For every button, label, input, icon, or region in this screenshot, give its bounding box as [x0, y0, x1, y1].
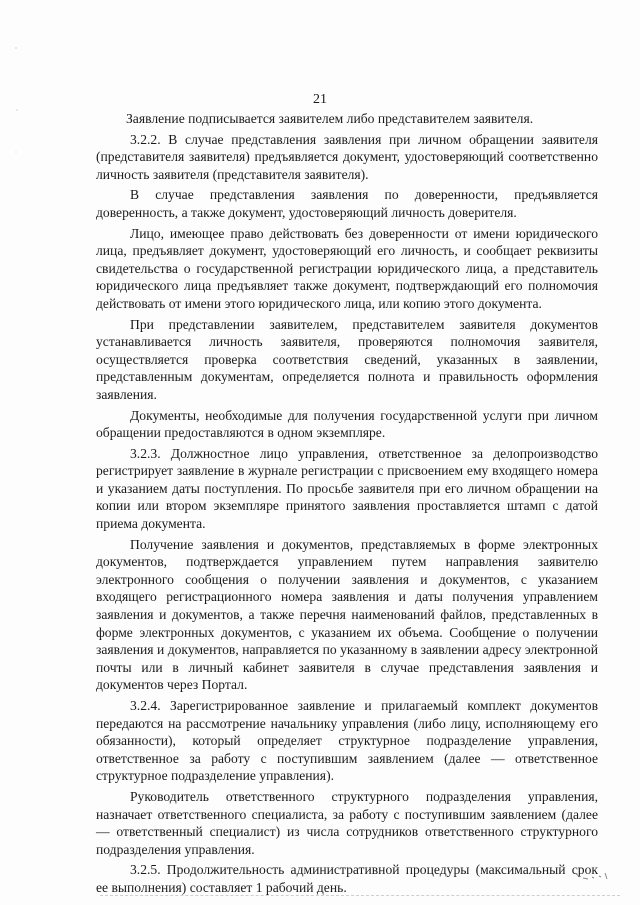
- paragraph-identity-check: При представлении заявителем, представителем заявителя документов устанавливается личность заявителя, проверяются полномочия заявителя, осуществляется проверка соответствия сведений, указанных в заявлении, представленным документам, определяется полнота и правильность оформления заявления.: [96, 316, 598, 402]
- page-number: 21: [313, 92, 327, 107]
- paragraph-3-2-3: 3.2.3. Должностное лицо управления, ответственное за делопроизводство регистрирует заявление в журнале регистрации с присвоением ему входящего номера и указанием даты поступления. По просьбе заявителя при его личном обращении на копии или втором экземпляре принятого заявления проставляется штамп с датой приема документа.: [96, 445, 598, 532]
- paragraph-signature: Заявление подписывается заявителем либо представителем заявителя.: [126, 111, 534, 126]
- scan-bottom-edge: [100, 895, 620, 898]
- paragraph-power-of-attorney: В случае представления заявления по доверенности, предъявляется доверенность, а также документ, удостоверяющий личность доверителя.: [96, 187, 598, 220]
- paragraph-legal-entity: Лицо, имеющее право действовать без доверенности от имени юридического лица, предъявляет документ, удостоверяющий его личность, и сообщает реквизиты свидетельства о государственной регистрации юридического лица, а представитель юридического лица предъявляет также документ, подтверждающий его полномочия действовать от имени этого юридического лица, или копию этого документа.: [96, 225, 598, 311]
- document-body: [96, 110, 598, 900]
- scan-mark: [574, 868, 612, 878]
- paragraph-head-assigns: Руководитель ответственного структурного подразделения управления, назначает ответственного специалиста, за работу с поступившим заявлением (далее — ответственный специалист) из числа сотрудников ответственного структурного подразделения управления.: [96, 788, 598, 857]
- paragraph-3-2-4: 3.2.4. Зарегистрированное заявление и прилагаемый комплект документов передаются на рассмотрение начальнику управления (либо лицу, исполняющему его обязанности), который определяет структурное подразделение управления, ответственное за работу с поступившим заявлением (далее — ответственное структурное подразделение управления).: [96, 698, 598, 784]
- paragraph-3-2-5: 3.2.5. Продолжительность административной процедуры (максимальный срок ее выполнения) составляет 1 рабочий день.: [96, 862, 598, 895]
- paragraph-single-copy: Документы, необходимые для получения государственной услуги при личном обращении предоставляются в одном экземпляре.: [96, 407, 598, 441]
- paragraph-3-2-2: 3.2.2. В случае представления заявления при личном обращении заявителя (представителя заявителя) предъявляется документ, удостоверяющий соответственно личность заявителя (представителя заявителя).: [96, 131, 598, 182]
- paragraph-electronic-receipt: Получение заявления и документов, представляемых в форме электронных документов, подтверждается управлением путем направления заявителю электронного сообщения о получении заявления и документов, с указанием входящего регистрационного номера заявления и даты получения управлением заявления и документов, а также перечня наименований файлов, представленных в форме электронных документов, с указанием их объема. Сообщение о получении заявления и документов, направляется по указанному в заявлении адресу электронной почты или в личный кабинет заявителя в случае представления заявления и документов через Портал.: [96, 536, 598, 693]
